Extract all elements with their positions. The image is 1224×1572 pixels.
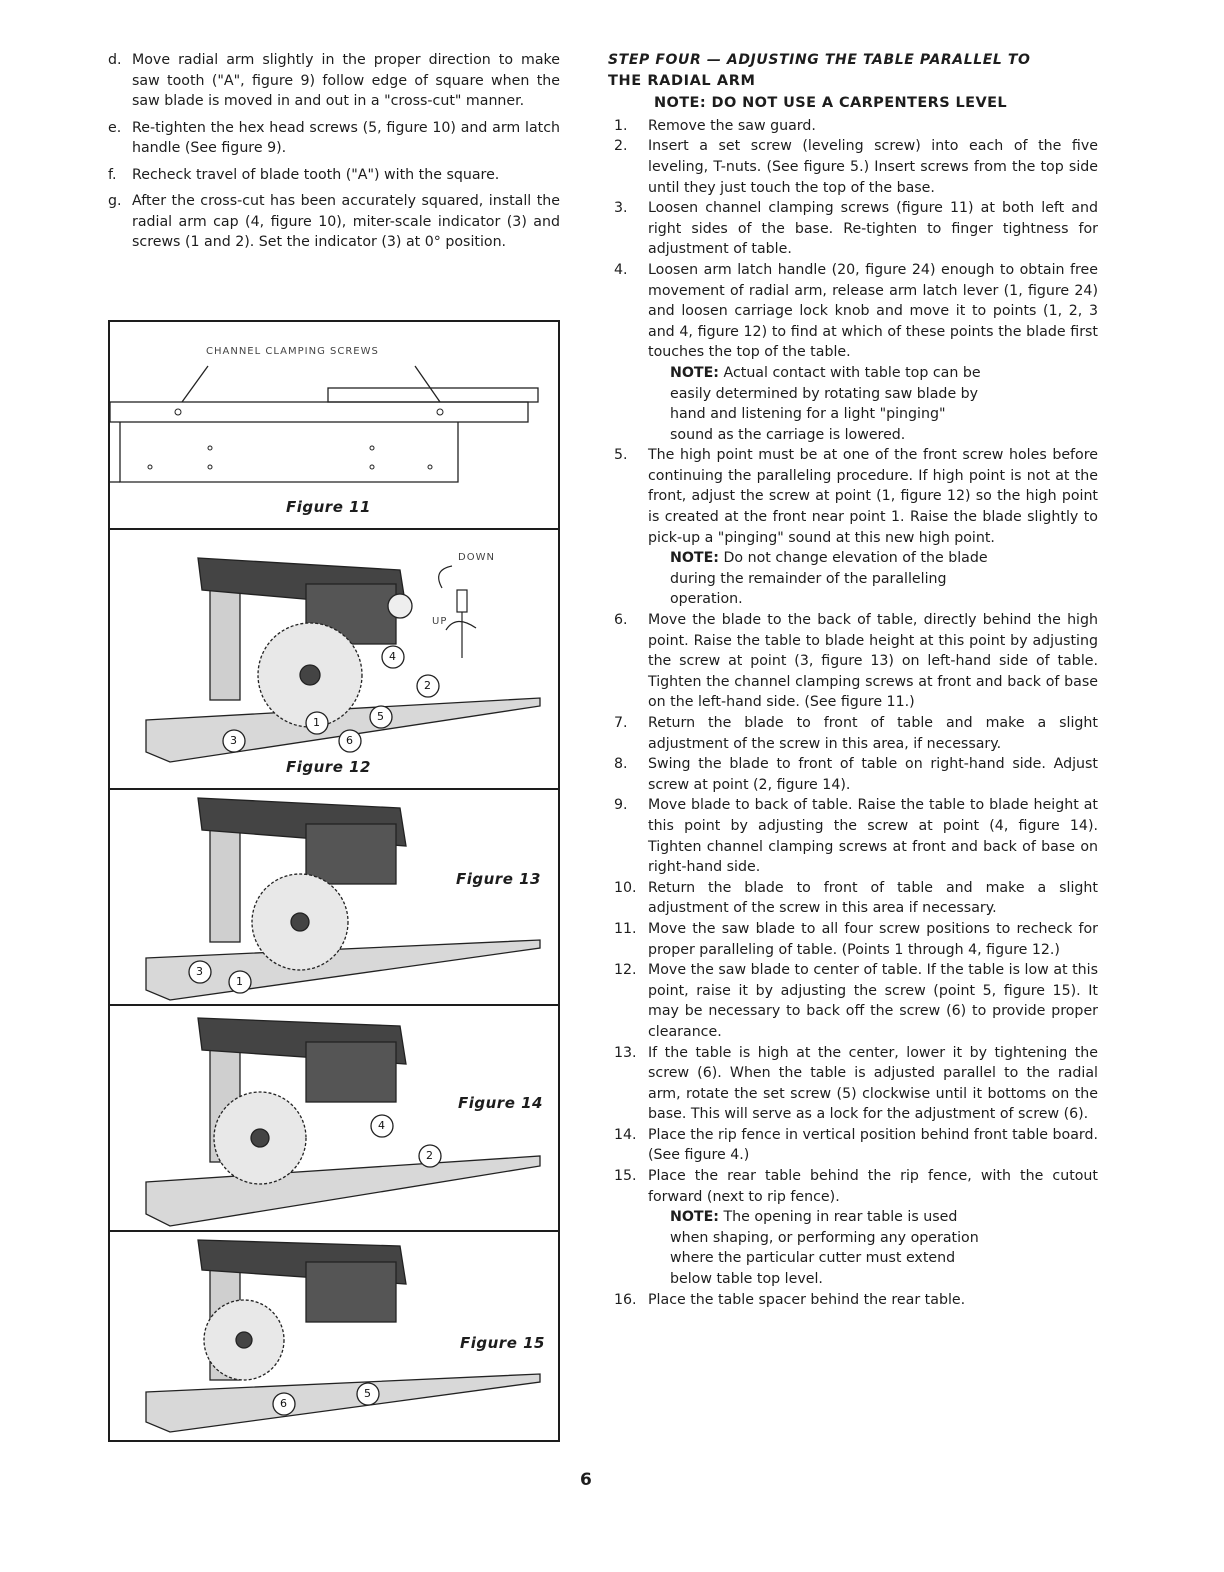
radial-arm-saw-illustration xyxy=(110,1006,558,1232)
list-item xyxy=(108,118,560,159)
step-number: 4. xyxy=(614,261,628,278)
note-text: Do not change elevation of the blade during the remainder of the paralleling operation. xyxy=(670,550,988,608)
item-marker: g. xyxy=(108,193,122,209)
step-item xyxy=(608,960,1098,1042)
point-label-5: 5 xyxy=(377,710,385,723)
item-text: Recheck travel of blade tooth ("A") with the square. xyxy=(132,166,500,183)
point-label-5: 5 xyxy=(364,1387,372,1400)
step-text: Return the blade to front of table and make a slight adjustment of the screw in this area, if necessary. xyxy=(648,715,1098,752)
item-text: Move radial arm slightly in the proper direction to make saw tooth ("A", figure 9) follow edge of square when the saw blade is moved in and out in a "cross-cut" manner. xyxy=(132,52,560,109)
step-number: 8. xyxy=(614,756,628,773)
point-label-2: 2 xyxy=(426,1149,434,1162)
step-item xyxy=(608,878,1098,919)
point-label-1: 1 xyxy=(236,975,244,988)
step-number: 11. xyxy=(614,920,637,937)
step-text: Loosen channel clamping screws (figure 11) at both left and right sides of the base. Re-tighten to finger tightness for adjustment of table. xyxy=(648,200,1098,258)
up-arrow-label: UP xyxy=(432,616,448,627)
step-text: Move the saw blade to center of table. If the table is low at this point, raise it by adjusting the screw (point 5, figure 15). It may be necessary to back off the screw (6) to provide proper clearance. xyxy=(648,962,1098,1040)
step-item xyxy=(608,713,1098,754)
step-text: Move the saw blade to all four screw positions to recheck for proper paralleling of table. (Points 1 through 4, figure 12.) xyxy=(648,920,1098,958)
step-item xyxy=(608,610,1098,713)
step-number: 9. xyxy=(614,797,628,814)
figure-caption: Figure 15 xyxy=(460,1334,545,1352)
step-item xyxy=(608,116,1098,137)
figure-14 xyxy=(110,1006,558,1232)
note-text: The opening in rear table is used when shaping, or performing any operation where the particular cutter must extend below table top level. xyxy=(670,1209,979,1288)
step-text: If the table is high at the center, lower it by tightening the screw (6). When the table is adjusted parallel to the radial arm, rotate the set screw (5) clockwise until it bottoms on the base. This will serve as a lock for the adjustment of screw (6). xyxy=(648,1044,1098,1123)
page-number: 6 xyxy=(580,1470,592,1490)
step-number: 7. xyxy=(614,715,628,731)
step-number: 6. xyxy=(614,612,628,629)
step-text: Swing the blade to front of table on right-hand side. Adjust screw at point (2, figure 14). xyxy=(648,756,1098,793)
warning-note: NOTE: DO NOT USE A CARPENTERS LEVEL xyxy=(654,95,1008,112)
list-item xyxy=(108,165,560,186)
step-item xyxy=(608,1166,1098,1207)
figure-11 xyxy=(110,322,558,530)
step-text: Loosen arm latch handle (20, figure 24) enough to obtain free movement of radial arm, release arm latch lever (1, figure 24) and loosen carriage lock knob and move it to points (1, 2, 3 and 4, figure 12) to find at which of these points the blade first touches the top of the table. xyxy=(648,261,1098,361)
step-item xyxy=(608,919,1098,960)
list-item xyxy=(108,50,560,112)
step-number: 1. xyxy=(614,117,628,134)
section-title: STEP FOUR — ADJUSTING THE TABLE PARALLEL TO xyxy=(608,52,1031,68)
step-item xyxy=(608,795,1098,877)
note-block xyxy=(670,363,990,445)
step-text: Move blade to back of table. Raise the table to blade height at this point by adjusting the screw at point (4, figure 14). Tighten channel clamping screws at front and back of base on right-hand side. xyxy=(648,797,1098,876)
step-number: 13. xyxy=(614,1044,637,1061)
figure-15 xyxy=(110,1232,558,1440)
step-text: Insert a set screw (leveling screw) into each of the five leveling, T-nuts. (See figure 5.) Insert screws from the top side until they just touch the top of the base. xyxy=(648,138,1098,196)
radial-arm-saw-illustration xyxy=(110,530,558,790)
channel-clamping-screws-label: CHANNEL CLAMPING SCREWS xyxy=(206,346,379,357)
figure-caption: Figure 13 xyxy=(456,870,541,888)
figure-column xyxy=(108,320,560,1442)
step-text: Return the blade to front of table and make a slight adjustment of the screw in this area if necessary. xyxy=(648,879,1098,917)
step-item xyxy=(608,754,1098,795)
step-number: 3. xyxy=(614,200,628,217)
note-text: Actual contact with table top can be easily determined by rotating saw blade by hand and listening for a light "pinging" sound as the carriage is lowered. xyxy=(670,364,981,443)
step-item xyxy=(608,445,1098,548)
note-label: NOTE: xyxy=(670,1209,719,1226)
step-text: Move the blade to the back of table, directly behind the high point. Raise the table to blade height at this point by adjusting the screw at point (3, figure 13) on left-hand side of table. Tighten the channel clamping screws at front and back of base on the left-hand side. (See figure 11.) xyxy=(648,612,1098,711)
section-title-cont: THE RADIAL ARM xyxy=(608,72,756,89)
point-label-1: 1 xyxy=(313,716,321,729)
step-item xyxy=(608,136,1098,198)
step-item xyxy=(608,1290,1098,1311)
point-label-2: 2 xyxy=(424,679,432,692)
step-number: 12. xyxy=(614,962,637,979)
figure-caption: Figure 14 xyxy=(458,1094,543,1112)
step-text: The high point must be at one of the front screw holes before continuing the paralleling procedure. If high point is not at the front, adjust the screw at point (1, figure 12) so the high point is created at the front near point 1. Raise the blade slightly to pick-up a "pinging" sound at this new high point. xyxy=(648,447,1098,546)
step-number: 10. xyxy=(614,879,637,896)
point-label-3: 3 xyxy=(230,734,238,747)
point-label-6: 6 xyxy=(346,734,354,747)
note-block xyxy=(670,1207,990,1289)
step-number: 15. xyxy=(614,1168,637,1185)
item-marker: f. xyxy=(108,166,117,183)
step-number: 14. xyxy=(614,1126,637,1143)
item-marker: e. xyxy=(108,119,122,136)
note-label: NOTE: xyxy=(670,364,719,381)
right-instructions xyxy=(608,50,1098,1310)
figure-caption: Figure 12 xyxy=(286,758,371,776)
item-marker: d. xyxy=(108,52,122,68)
list-item xyxy=(108,191,560,253)
item-text: After the cross-cut has been accurately squared, install the radial arm cap (4, figure 10), miter-scale indicator (3) and screws (1 and 2). Set the indicator (3) at 0° position. xyxy=(132,193,560,250)
note-label: NOTE: xyxy=(670,550,719,567)
step-item xyxy=(608,1125,1098,1166)
down-arrow-label: DOWN xyxy=(458,552,495,563)
step-number: 5. xyxy=(614,447,628,464)
point-label-3: 3 xyxy=(196,965,204,978)
step-item xyxy=(608,1043,1098,1125)
step-text: Place the rip fence in vertical position behind front table board. (See figure 4.) xyxy=(648,1126,1098,1164)
step-number: 16. xyxy=(614,1291,637,1308)
step-text: Remove the saw guard. xyxy=(648,117,816,134)
note-block xyxy=(670,548,990,610)
figure-13 xyxy=(110,790,558,1006)
step-item xyxy=(608,260,1098,363)
step-text: Place the rear table behind the rip fence, with the cutout forward (next to rip fence). xyxy=(648,1168,1098,1205)
figure-12 xyxy=(110,530,558,790)
point-label-4: 4 xyxy=(389,650,397,663)
figure-caption: Figure 11 xyxy=(286,498,371,516)
point-label-6: 6 xyxy=(280,1397,288,1410)
step-text: Place the table spacer behind the rear table. xyxy=(648,1291,966,1308)
step-item xyxy=(608,198,1098,260)
point-label-4: 4 xyxy=(378,1119,386,1132)
left-instructions xyxy=(108,50,560,259)
step-number: 2. xyxy=(614,138,628,155)
item-text: Re-tighten the hex head screws (5, figure 10) and arm latch handle (See figure 9). xyxy=(132,119,560,156)
radial-arm-saw-illustration xyxy=(110,790,558,1006)
